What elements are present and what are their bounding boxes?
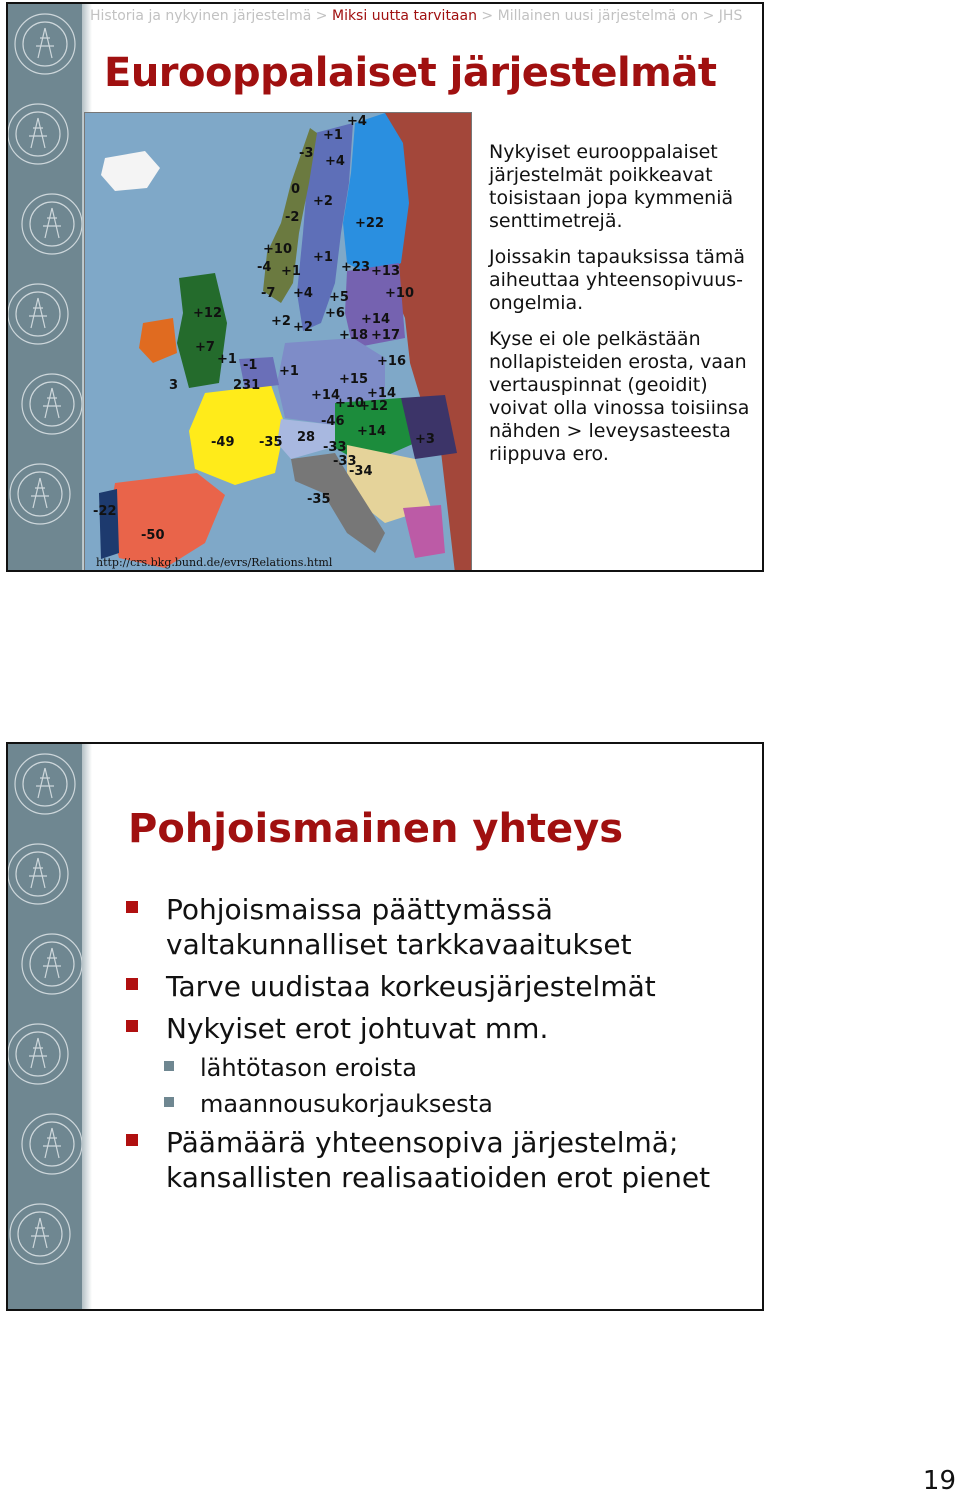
map-offset-label: +14 — [361, 312, 390, 327]
list-item — [124, 892, 754, 962]
region-portugal — [99, 489, 119, 559]
paragraph: Joissakin tapauksissa tämä aiheuttaa yhteensopivuus-ongelmia. — [489, 246, 746, 314]
map-offset-label: 28 — [297, 430, 316, 445]
map-offset-label: +13 — [371, 264, 400, 279]
map-offset-label: -46 — [321, 414, 345, 429]
list-item — [124, 1125, 754, 1195]
list-item-text: Päämäärä yhteensopiva järjestelmä; kansallisten realisaatioiden erot pienet — [166, 1126, 711, 1194]
map-offset-label: -7 — [261, 286, 276, 301]
map-offset-label: 0 — [291, 182, 301, 197]
map-offset-label: +23 — [341, 260, 370, 275]
map-offset-label: -35 — [259, 435, 283, 450]
breadcrumb-item[interactable]: JHS — [718, 8, 743, 24]
map-offset-label: +16 — [377, 354, 406, 369]
slide-nordic-connection — [6, 742, 764, 1311]
map-offset-label: +1 — [323, 128, 343, 143]
map-offset-label: -33 — [323, 440, 347, 455]
europe-height-map — [84, 112, 472, 572]
map-offset-label: -49 — [211, 435, 235, 450]
map-offset-label: -33 — [333, 454, 357, 469]
map-offset-label: +22 — [355, 216, 384, 231]
list-item-text: Pohjoismaissa päättymässä valtakunnalliset tarkkavaaitukset — [166, 893, 632, 961]
list-item-text: Nykyiset erot johtuvat mm. — [166, 1012, 549, 1045]
map-offset-label: +5 — [329, 290, 349, 305]
map-offset-label: +18 — [339, 328, 368, 343]
map-offset-label: +6 — [325, 306, 345, 321]
breadcrumb-separator: > — [476, 8, 498, 24]
page-number: 19 — [922, 1466, 956, 1494]
map-offset-label: +12 — [359, 399, 388, 414]
list-item-text: Tarve uudistaa korkeusjärjestelmät — [166, 970, 656, 1003]
map-offset-label: +2 — [271, 314, 291, 329]
map-offset-label: +7 — [195, 340, 215, 355]
sub-list-item — [124, 1053, 754, 1083]
paragraph: Kyse ei ole pelkästään nollapisteiden erosta, vaan vertauspinnat (geoidit) voivat olla vinossa toisiinsa nähden > leveysasteesta riippuva ero. — [489, 328, 750, 465]
bullet-square-icon — [126, 1134, 138, 1146]
region-uk — [177, 273, 227, 388]
map-offset-label: +15 — [339, 372, 368, 387]
map-offset-label: +14 — [367, 386, 396, 401]
map-offset-label: +1 — [313, 250, 333, 265]
map-offset-label: -22 — [93, 504, 117, 519]
breadcrumb-item[interactable]: Millainen uusi järjestelmä on — [497, 8, 699, 24]
map-offset-label: -34 — [349, 464, 373, 479]
breadcrumb-separator: > — [698, 8, 719, 24]
breadcrumb-item[interactable]: Historia ja nykyinen järjestelmä — [90, 8, 312, 24]
map-offset-label: -50 — [141, 528, 165, 543]
map-offset-label: +3 — [415, 432, 435, 447]
sub-list-item — [124, 1089, 754, 1119]
list-item — [124, 969, 754, 1004]
map-offset-label: +14 — [357, 424, 386, 439]
map-offset-label: +17 — [371, 328, 400, 343]
europe-map-svg — [85, 113, 472, 572]
map-offset-label: +1 — [281, 264, 301, 279]
list-item-text: lähtötason eroista — [200, 1054, 417, 1082]
sidebar-gradient — [82, 744, 92, 1309]
map-offset-label: -3 — [299, 146, 314, 161]
map-offset-label: 231 — [233, 378, 261, 393]
slide-european-systems — [6, 2, 764, 572]
map-offset-label: +4 — [325, 154, 345, 169]
sub-bullet-square-icon — [164, 1097, 174, 1107]
region-spain — [109, 473, 225, 568]
slide-title: Eurooppalaiset järjestelmät — [104, 50, 717, 96]
map-source-url[interactable]: http://crs.bkg.bund.de/evrs/Relations.html — [96, 556, 333, 569]
map-offset-label: +10 — [385, 286, 414, 301]
slide-title: Pohjoismainen yhteys — [128, 806, 624, 852]
map-offset-label: +1 — [279, 364, 299, 379]
map-offset-label: +4 — [293, 286, 313, 301]
map-offset-label: -2 — [285, 210, 300, 225]
map-offset-label: +4 — [347, 114, 367, 129]
map-offset-label: +14 — [311, 388, 340, 403]
bullet-square-icon — [126, 901, 138, 913]
map-offset-label: -35 — [307, 492, 331, 507]
breadcrumb — [90, 8, 742, 24]
map-offset-label: +10 — [335, 396, 364, 411]
map-offset-label: 3 — [169, 378, 179, 393]
region-finland — [343, 113, 409, 278]
bullet-list — [124, 892, 754, 1202]
breadcrumb-current[interactable]: Miksi uutta tarvitaan — [331, 8, 477, 24]
bullet-square-icon — [126, 1020, 138, 1032]
map-offset-label: +2 — [313, 194, 333, 209]
bullet-square-icon — [126, 978, 138, 990]
sub-bullet-square-icon — [164, 1061, 174, 1071]
paragraph: Nykyiset eurooppalaiset järjestelmät poikkeavat toisistaan jopa kymmeniä senttimetrejä. — [489, 141, 734, 232]
description-text — [489, 141, 757, 479]
institute-logo-sidebar — [8, 4, 82, 570]
map-offset-label: +12 — [193, 306, 222, 321]
map-offset-label: +1 — [217, 352, 237, 367]
map-offset-label: +2 — [293, 320, 313, 335]
region-ireland — [139, 318, 177, 363]
institute-logo-sidebar — [8, 744, 82, 1309]
map-offset-label: -4 — [257, 260, 272, 275]
list-item — [124, 1011, 754, 1046]
region-iceland — [101, 151, 160, 191]
region-greece — [403, 505, 445, 558]
list-item-text: maannousukorjauksesta — [200, 1090, 493, 1118]
map-offset-label: +10 — [263, 242, 292, 257]
map-offset-label: -1 — [243, 358, 258, 373]
breadcrumb-separator: > — [311, 8, 332, 24]
